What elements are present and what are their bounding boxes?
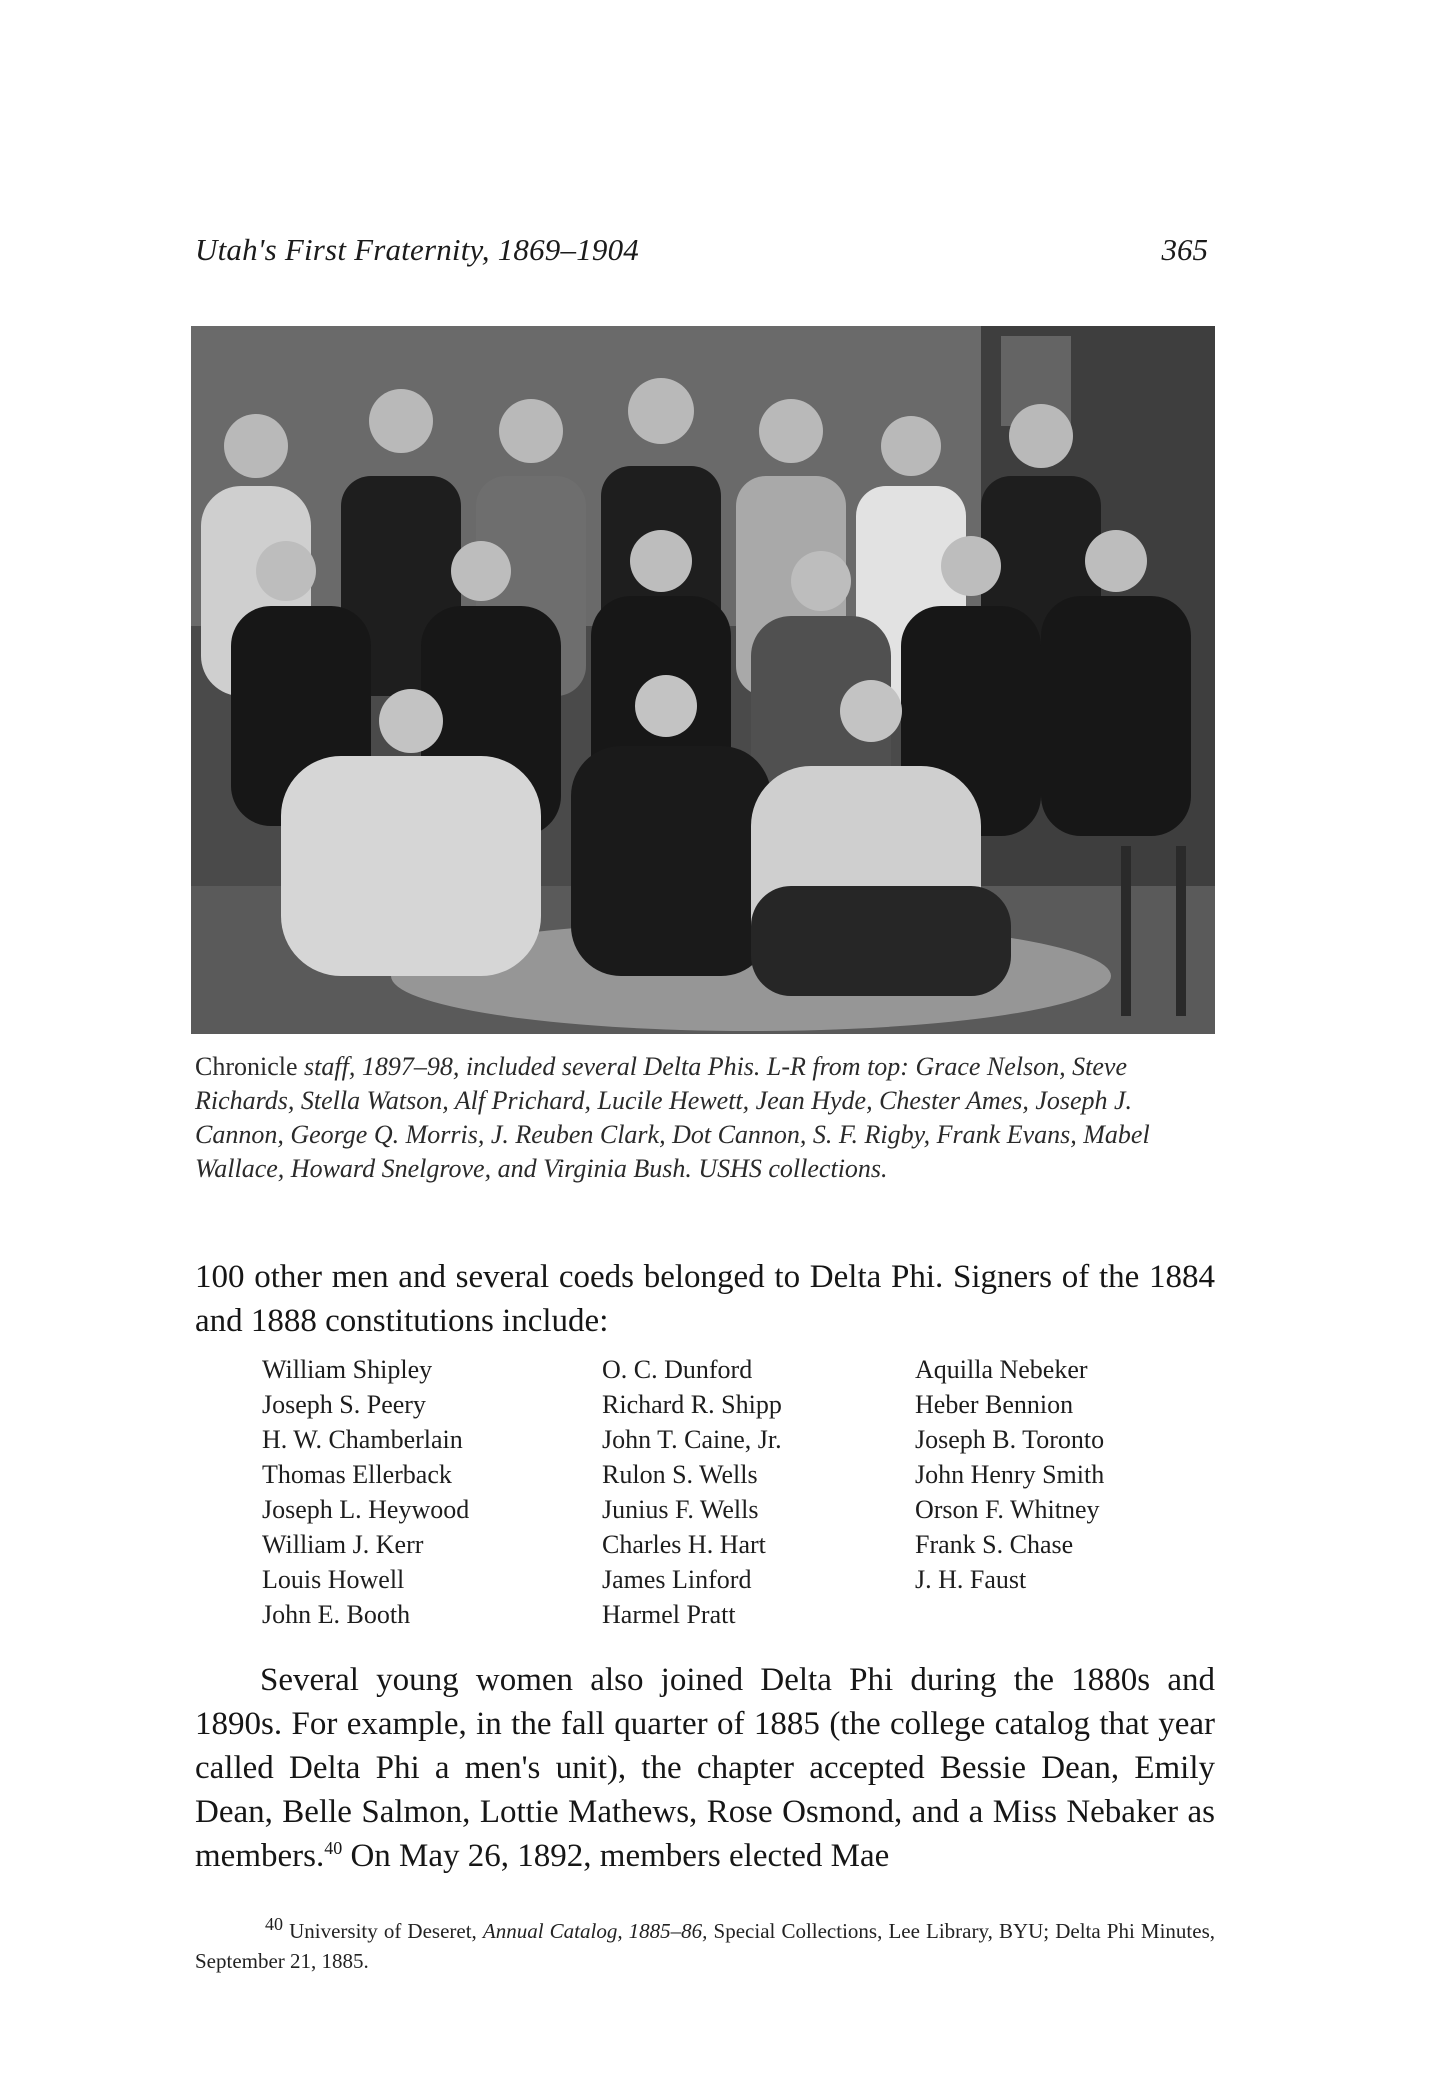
list-item: William Shipley: [262, 1355, 433, 1384]
signers-column-3: [915, 1352, 1104, 1597]
list-item: Joseph L. Heywood: [262, 1495, 470, 1524]
list-item: John Henry Smith: [915, 1460, 1105, 1489]
list-item: Thomas Ellerback: [262, 1460, 452, 1489]
footnote: [195, 1916, 1215, 1976]
signers-list: [262, 1352, 1162, 1642]
paragraph-intro: 100 other men and several coeds belonged to Delta Phi. Signers of the 1884 and 1888 constitutions include:: [195, 1259, 1215, 1339]
list-item: Rulon S. Wells: [602, 1460, 758, 1489]
list-item: Orson F. Whitney: [915, 1495, 1100, 1524]
signers-column-1: [262, 1352, 469, 1632]
caption-text: staff, 1897–98, included several Delta Phis. L-R from top: Grace Nelson, Steve Richards, Stella Watson, Alf Prichard, Lucile Hewett, Jean Hyde, Chester Ames, Joseph J. Cannon, George Q. Morris, J. Reuben Clark, Dot Cannon, S. F. Rigby, Frank Evans, Mabel Wallace, Howard Snelgrove, and Virginia Bush. USHS collections.: [195, 1052, 1150, 1183]
list-item: Joseph B. Toronto: [915, 1425, 1105, 1454]
footnote-reference[interactable]: 40: [324, 1838, 343, 1858]
footnote-number: 40: [265, 1914, 283, 1934]
photo-caption: [195, 1050, 1215, 1186]
group-photograph: [191, 326, 1215, 1034]
list-item: Heber Bennion: [915, 1390, 1074, 1419]
list-item: John T. Caine, Jr.: [602, 1425, 782, 1454]
list-item: Joseph S. Peery: [262, 1390, 426, 1419]
footnote-text-a: University of Deseret,: [283, 1919, 483, 1943]
list-item: William J. Kerr: [262, 1530, 424, 1559]
footnote-title: Annual Catalog, 1885–86,: [482, 1919, 708, 1943]
paragraph-women-members: [195, 1658, 1215, 1878]
list-item: Charles H. Hart: [602, 1530, 766, 1559]
list-item: Aquilla Nebeker: [915, 1355, 1088, 1384]
caption-lead: Chronicle: [195, 1052, 298, 1081]
list-item: Frank S. Chase: [915, 1530, 1074, 1559]
list-item: O. C. Dunford: [602, 1355, 753, 1384]
list-item: H. W. Chamberlain: [262, 1425, 463, 1454]
page-number: 365: [1161, 232, 1208, 267]
list-item: Richard R. Shipp: [602, 1390, 782, 1419]
list-item: John E. Booth: [262, 1600, 411, 1629]
footnote-text-b: Special Collections, Lee Library, BYU; Delta Phi Minutes, September 21, 1885.: [195, 1919, 1215, 1973]
paragraph-text: Several young women also joined Delta Phi during the 1880s and 1890s. For example, in the fall quarter of 1885 (the college catalog that year called Delta Phi a men's unit), the chapter accepted Bessie Dean, Emily Dean, Belle Salmon, Lottie Mathews, Rose Osmond, and a Miss Nebaker as members.: [195, 1662, 1215, 1874]
list-item: Louis Howell: [262, 1565, 405, 1594]
paragraph-tail: On May 26, 1892, members elected Mae: [342, 1838, 890, 1874]
list-item: J. H. Faust: [915, 1565, 1027, 1594]
signers-column-2: [602, 1352, 782, 1632]
list-item: Junius F. Wells: [602, 1495, 759, 1524]
running-title: Utah's First Fraternity, 1869–1904: [195, 232, 639, 267]
list-item: James Linford: [602, 1565, 752, 1594]
photograph-illustration: [191, 326, 1215, 1034]
list-item: Harmel Pratt: [602, 1600, 736, 1629]
